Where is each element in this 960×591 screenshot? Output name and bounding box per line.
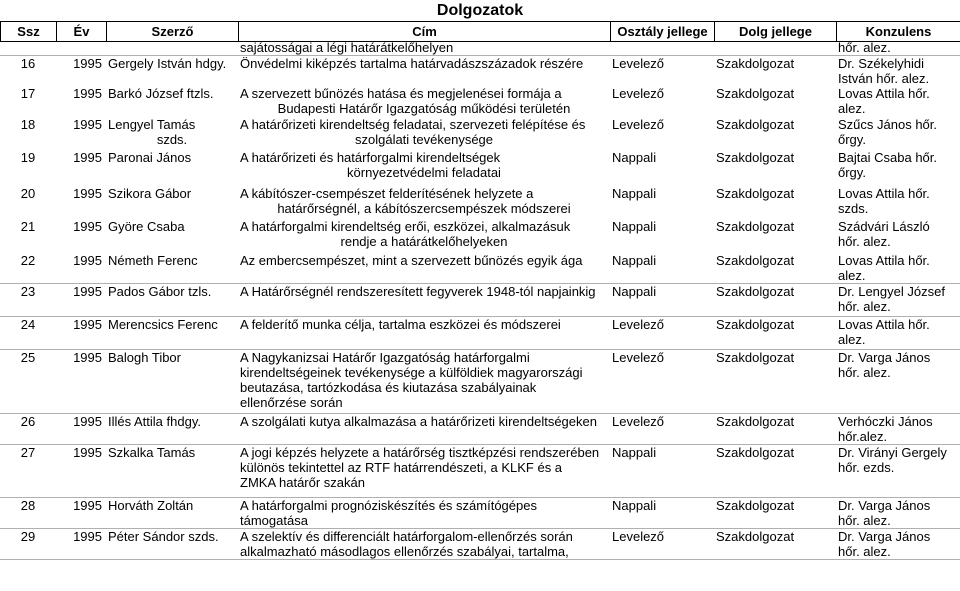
cell-szerzo[interactable] [106, 40, 238, 56]
cell-ev[interactable] [56, 253, 106, 284]
cell-dolg-jellege[interactable] [714, 219, 836, 253]
cell-dolg-jellege-line: Szakdolgozat [716, 86, 795, 101]
cell-szerzo[interactable] [106, 350, 238, 414]
cell-konzulens[interactable] [836, 86, 960, 117]
cell-konzulens-line: hőr. alez. [838, 40, 891, 55]
cell-szerzo[interactable] [106, 219, 238, 253]
cell-dolg-jellege[interactable] [714, 150, 836, 186]
cell-osztaly-jellege-line: Nappali [612, 253, 657, 268]
cell-konzulens-line: hőr. alez. [838, 299, 891, 314]
cell-konzulens-line: hőr.alez. [838, 429, 888, 444]
cell-konzulens[interactable] [836, 40, 960, 56]
cell-dolg-jellege[interactable] [714, 498, 836, 529]
cell-ev-line: 1995 [73, 284, 102, 299]
cell-cim-line: A kábítószer-csempészet felderítésének helyzete a [240, 186, 534, 201]
cell-osztaly-jellege[interactable] [610, 186, 714, 219]
cell-szerzo[interactable] [106, 529, 238, 560]
cell-konzulens[interactable] [836, 498, 960, 529]
cell-ev[interactable] [56, 498, 106, 529]
cell-ev[interactable] [56, 284, 106, 317]
cell-ssz[interactable] [0, 86, 56, 117]
cell-ssz-line: 23 [20, 284, 36, 299]
cell-ssz[interactable] [0, 350, 56, 414]
cell-dolg-jellege-line: Szakdolgozat [716, 350, 795, 365]
cell-osztaly-jellege[interactable] [610, 445, 714, 498]
cell-dolg-jellege-line: Szakdolgozat [716, 317, 795, 332]
cell-ssz-line: 24 [20, 317, 36, 332]
table-row [0, 414, 960, 445]
table-row [0, 253, 960, 284]
cell-ev-line: 1995 [73, 529, 102, 544]
cell-ssz[interactable] [0, 117, 56, 150]
cell-konzulens-line: Lovas Attila hőr. [838, 317, 930, 332]
cell-ssz[interactable] [0, 317, 56, 350]
cell-konzulens-line: hőr. alez. [838, 234, 891, 249]
cell-dolg-jellege-line: Szakdolgozat [716, 414, 795, 429]
table-row [0, 56, 960, 87]
cell-cim-line: Az embercsempészet, mint a szervezett bűnözés egyik ága [240, 253, 583, 268]
cell-ev-line: 1995 [73, 414, 102, 429]
cell-dolg-jellege[interactable] [714, 40, 836, 56]
cell-cim-line: A felderítő munka célja, tartalma eszközei és módszerei [240, 317, 561, 332]
cell-konzulens-line: őrgy. [838, 165, 866, 180]
cell-konzulens[interactable] [836, 117, 960, 150]
cell-cim[interactable] [238, 350, 610, 414]
cell-ev[interactable] [56, 40, 106, 56]
cell-ev-line: 1995 [73, 498, 102, 513]
header-osztaly-jellege[interactable]: Osztály jellege [611, 22, 715, 42]
cell-cim-line: A határőrizeti és határforgalmi kirendeltségek [240, 150, 501, 165]
cell-ssz[interactable] [0, 253, 56, 284]
cell-szerzo[interactable] [106, 498, 238, 529]
cell-szerzo-line: Lengyel Tamás [108, 117, 196, 132]
cell-konzulens[interactable] [836, 445, 960, 498]
cell-cim-line: ZMKA határőr szakán [240, 475, 365, 490]
cell-konzulens[interactable] [836, 219, 960, 253]
cell-konzulens-line: szds. [838, 201, 869, 216]
cell-konzulens-line: hőr. ezds. [838, 460, 895, 475]
cell-ev[interactable] [56, 219, 106, 253]
cell-konzulens-line: őrgy. [838, 132, 866, 147]
header-ssz[interactable]: Ssz [1, 22, 57, 42]
cell-konzulens[interactable] [836, 317, 960, 350]
cell-ssz[interactable] [0, 40, 56, 56]
cell-konzulens-line: alez. [838, 101, 866, 116]
cell-cim-line: alkalmazható másodlagos ellenőrzés szabályai, tartalma, [240, 544, 569, 559]
cell-szerzo[interactable] [106, 317, 238, 350]
cell-ssz[interactable] [0, 284, 56, 317]
cell-osztaly-jellege[interactable] [610, 350, 714, 414]
cell-dolg-jellege[interactable] [714, 117, 836, 150]
cell-cim[interactable] [238, 219, 610, 253]
cell-konzulens-line: Dr. Varga János [838, 529, 931, 544]
table-row [0, 219, 960, 253]
cell-osztaly-jellege-line: Nappali [612, 219, 657, 234]
cell-dolg-jellege-line: Szakdolgozat [716, 186, 795, 201]
cell-ssz-line: 19 [20, 150, 36, 165]
cell-cim-line: A határforgalmi prognóziskészítés és számítógépes [240, 498, 537, 513]
cell-ev-line: 1995 [73, 56, 102, 71]
cell-konzulens[interactable] [836, 253, 960, 284]
cell-konzulens-line: Szádvári László [838, 219, 930, 234]
cell-cim-line: rendje a határátkelőhelyeken [340, 234, 508, 249]
cell-cim[interactable] [238, 40, 610, 56]
header-dolg-jellege[interactable]: Dolg jellege [715, 22, 837, 42]
cell-ev[interactable] [56, 150, 106, 186]
cell-ev[interactable] [56, 86, 106, 117]
table-row [0, 284, 960, 317]
cell-konzulens-line: Dr. Varga János [838, 498, 931, 513]
cell-ev[interactable] [56, 445, 106, 498]
cell-cim-line: sajátosságai a légi határátkelőhelyen [240, 40, 454, 55]
cell-cim-line: szolgálati tevékenysége [354, 132, 494, 147]
cell-ev-line: 1995 [73, 150, 102, 165]
cell-cim-line: különös tekintettel az RTF határrendészeti, a KLKF és a [240, 460, 563, 475]
cell-szerzo[interactable] [106, 150, 238, 186]
cell-osztaly-jellege-line: Levelező [612, 86, 665, 101]
cell-dolg-jellege-line: Szakdolgozat [716, 150, 795, 165]
cell-szerzo-line: Péter Sándor szds. [108, 529, 219, 544]
cell-osztaly-jellege-line: Nappali [612, 284, 657, 299]
cell-cim-line: A jogi képzés helyzete a határőrség tisztképzési rendszerében [240, 445, 600, 460]
cell-dolg-jellege[interactable] [714, 186, 836, 219]
cell-cim-line: A határőrizeti kirendeltség feladatai, szervezeti felépítése és [240, 117, 586, 132]
cell-ssz-line: 26 [20, 414, 36, 429]
cell-konzulens[interactable] [836, 186, 960, 219]
cell-ssz[interactable] [0, 529, 56, 560]
cell-osztaly-jellege[interactable] [610, 498, 714, 529]
cell-cim[interactable] [238, 186, 610, 219]
cell-konzulens-line: Dr. Székelyhidi [838, 56, 924, 71]
cell-osztaly-jellege-line: Levelező [612, 56, 665, 71]
cell-osztaly-jellege-line: Levelező [612, 529, 665, 544]
cell-ev[interactable] [56, 56, 106, 87]
header-szerzo[interactable]: Szerző [107, 22, 239, 42]
cell-osztaly-jellege[interactable] [610, 284, 714, 317]
cell-osztaly-jellege-line: Nappali [612, 150, 657, 165]
table-row [0, 117, 960, 150]
header-konzulens[interactable]: Konzulens [837, 22, 960, 42]
cell-szerzo-line: Györe Csaba [108, 219, 185, 234]
cell-ev-line: 1995 [73, 186, 102, 201]
header-row [0, 21, 960, 42]
cell-cim-line: A határforgalmi kirendeltség erői, eszközei, alkalmazásuk [240, 219, 571, 234]
cell-konzulens-line: hőr. alez. [838, 544, 891, 559]
cell-cim-line: A szelektív és differenciált határforgalom-ellenőrzés során [240, 529, 573, 544]
cell-cim-line: Önvédelmi kiképzés tartalma határvadászszázadok részére [240, 56, 584, 71]
cell-ssz-line: 22 [20, 253, 36, 268]
cell-osztaly-jellege-line: Levelező [612, 317, 665, 332]
cell-cim-line: A Nagykanizsai Határőr Igazgatóság határforgalmi [240, 350, 530, 365]
cell-konzulens-line: Bajtai Csaba hőr. [838, 150, 938, 165]
cell-szerzo-line: Balogh Tibor [108, 350, 181, 365]
cell-dolg-jellege-line: Szakdolgozat [716, 529, 795, 544]
cell-dolg-jellege-line: Szakdolgozat [716, 445, 795, 460]
cell-osztaly-jellege[interactable] [610, 117, 714, 150]
cell-dolg-jellege-line: Szakdolgozat [716, 284, 795, 299]
cell-cim[interactable] [238, 284, 610, 317]
cell-cim[interactable] [238, 56, 610, 87]
cell-ssz-line: 20 [20, 186, 36, 201]
cell-ssz[interactable] [0, 56, 56, 87]
table-row [0, 445, 960, 498]
cell-ev-line: 1995 [73, 117, 102, 132]
cell-szerzo[interactable] [106, 414, 238, 445]
cell-konzulens-line: Dr. Varga János [838, 350, 931, 365]
cell-osztaly-jellege[interactable] [610, 529, 714, 560]
cell-szerzo[interactable] [106, 56, 238, 87]
cell-szerzo-line: Németh Ferenc [108, 253, 198, 268]
cell-osztaly-jellege-line: Nappali [612, 445, 657, 460]
cell-dolg-jellege-line: Szakdolgozat [716, 253, 795, 268]
cell-szerzo-line: Illés Attila fhdgy. [108, 414, 201, 429]
cell-osztaly-jellege-line: Levelező [612, 414, 665, 429]
cell-dolg-jellege[interactable] [714, 284, 836, 317]
cell-szerzo[interactable] [106, 86, 238, 117]
cell-cim[interactable] [238, 498, 610, 529]
cell-cim[interactable] [238, 529, 610, 560]
cell-dolg-jellege-line: Szakdolgozat [716, 498, 795, 513]
cell-ssz-line: 27 [20, 445, 36, 460]
cell-osztaly-jellege-line: Nappali [612, 186, 657, 201]
cell-cim[interactable] [238, 117, 610, 150]
header-cim[interactable]: Cím [239, 22, 611, 42]
cell-szerzo-line: Barkó József ftzls. [108, 86, 214, 101]
cell-ssz[interactable] [0, 498, 56, 529]
cell-dolg-jellege[interactable] [714, 56, 836, 87]
table-row [0, 40, 960, 56]
cell-szerzo[interactable] [106, 117, 238, 150]
cell-ev-line: 1995 [73, 350, 102, 365]
table-row [0, 186, 960, 219]
cell-dolg-jellege-line: Szakdolgozat [716, 117, 795, 132]
cell-ssz[interactable] [0, 186, 56, 219]
cell-ev[interactable] [56, 186, 106, 219]
cell-konzulens-line: Verhóczki János [838, 414, 933, 429]
cell-dolg-jellege-line: Szakdolgozat [716, 219, 795, 234]
cell-szerzo[interactable] [106, 253, 238, 284]
cell-szerzo-line: Pados Gábor tzls. [108, 284, 212, 299]
cell-szerzo[interactable] [106, 445, 238, 498]
cell-konzulens[interactable] [836, 150, 960, 186]
table-row [0, 350, 960, 414]
table-row [0, 86, 960, 117]
cell-konzulens-line: Szűcs János hőr. [838, 117, 937, 132]
cell-osztaly-jellege[interactable] [610, 86, 714, 117]
cell-ssz[interactable] [0, 150, 56, 186]
cell-ssz-line: 17 [20, 86, 36, 101]
cell-ev[interactable] [56, 350, 106, 414]
cell-szerzo-line: Horváth Zoltán [108, 498, 194, 513]
cell-konzulens[interactable] [836, 529, 960, 560]
cell-cim-line: A szolgálati kutya alkalmazása a határőrizeti kirendeltségeken [240, 414, 597, 429]
cell-konzulens[interactable] [836, 414, 960, 445]
cell-szerzo-line: szds. [156, 132, 188, 147]
cell-szerzo[interactable] [106, 284, 238, 317]
cell-dolg-jellege[interactable] [714, 253, 836, 284]
cell-ev[interactable] [56, 529, 106, 560]
cell-konzulens-line: István hőr. alez. [838, 71, 930, 86]
cell-szerzo[interactable] [106, 186, 238, 219]
sheet-title: Dolgozatok [436, 2, 524, 19]
cell-dolg-jellege[interactable] [714, 86, 836, 117]
cell-ssz-line: 18 [20, 117, 36, 132]
cell-dolg-jellege-line: Szakdolgozat [716, 56, 795, 71]
cell-dolg-jellege[interactable] [714, 414, 836, 445]
cell-konzulens[interactable] [836, 56, 960, 87]
cell-ev[interactable] [56, 117, 106, 150]
table-row [0, 498, 960, 529]
cell-cim-line: környezetvédelmi feladatai [347, 165, 501, 180]
cell-ssz-line: 16 [20, 56, 36, 71]
cell-szerzo-line: Gergely István hdgy. [108, 56, 227, 71]
cell-konzulens-line: Lovas Attila hőr. [838, 186, 930, 201]
cell-konzulens-line: hőr. alez. [838, 513, 891, 528]
cell-cim-line: Budapesti Határőr Igazgatóság működési területén [277, 101, 571, 116]
cell-dolg-jellege[interactable] [714, 445, 836, 498]
cell-cim[interactable] [238, 150, 610, 186]
cell-cim-line: A Határőrségnél rendszeresített fegyverek 1948-tól napjainkig [240, 284, 596, 299]
cell-osztaly-jellege[interactable] [610, 40, 714, 56]
cell-osztaly-jellege-line: Levelező [612, 117, 665, 132]
cell-ssz-line: 25 [20, 350, 36, 365]
cell-dolg-jellege[interactable] [714, 317, 836, 350]
cell-cim-line: kirendeltségeinek tevékenysége a külföldiek magyarországi [240, 365, 583, 380]
cell-konzulens-line: alez. [838, 268, 866, 283]
cell-szerzo-line: Paronai János [108, 150, 192, 165]
cell-cim-line: támogatása [240, 513, 308, 528]
cell-konzulens-line: Lovas Attila hőr. [838, 253, 930, 268]
cell-ev[interactable] [56, 414, 106, 445]
cell-ssz-line: 29 [20, 529, 36, 544]
cell-dolg-jellege[interactable] [714, 350, 836, 414]
cell-konzulens-line: hőr. alez. [838, 365, 891, 380]
table-body [0, 40, 960, 560]
cell-cim-line: ellenőrzése során [240, 395, 343, 410]
header-ev[interactable]: Év [57, 22, 107, 42]
cell-konzulens-line: Dr. Lengyel József [838, 284, 945, 299]
cell-cim-line: határőrségnél, a kábítószercsempészek módszerei [277, 201, 571, 216]
data-table [0, 40, 960, 560]
cell-szerzo-line: Szikora Gábor [108, 186, 192, 201]
cell-ev[interactable] [56, 317, 106, 350]
cell-cim[interactable] [238, 86, 610, 117]
cell-cim-line: beutazása, tartózkodása és kiutazása szabályainak [240, 380, 537, 395]
cell-konzulens[interactable] [836, 350, 960, 414]
cell-osztaly-jellege[interactable] [610, 219, 714, 253]
cell-ssz[interactable] [0, 445, 56, 498]
cell-cim[interactable] [238, 445, 610, 498]
cell-cim-line: A szervezett bűnözés hatása és megjelenései formája a [240, 86, 562, 101]
cell-dolg-jellege[interactable] [714, 529, 836, 560]
cell-ssz-line: 28 [20, 498, 36, 513]
cell-ev-line: 1995 [73, 86, 102, 101]
cell-konzulens-line: alez. [838, 332, 866, 347]
cell-osztaly-jellege[interactable] [610, 56, 714, 87]
cell-ev-line: 1995 [73, 445, 102, 460]
cell-osztaly-jellege-line: Nappali [612, 498, 657, 513]
cell-ssz-line: 21 [20, 219, 36, 234]
table-row [0, 529, 960, 560]
cell-ev-line: 1995 [73, 253, 102, 268]
cell-szerzo-line: Szkalka Tamás [108, 445, 196, 460]
cell-osztaly-jellege[interactable] [610, 317, 714, 350]
cell-osztaly-jellege[interactable] [610, 414, 714, 445]
table-row [0, 317, 960, 350]
cell-ev-line: 1995 [73, 219, 102, 234]
cell-ssz[interactable] [0, 414, 56, 445]
cell-konzulens-line: Dr. Virányi Gergely [838, 445, 947, 460]
cell-konzulens[interactable] [836, 284, 960, 317]
cell-ev-line: 1995 [73, 317, 102, 332]
cell-osztaly-jellege[interactable] [610, 150, 714, 186]
cell-osztaly-jellege-line: Levelező [612, 350, 665, 365]
cell-cim[interactable] [238, 414, 610, 445]
cell-cim[interactable] [238, 253, 610, 284]
table-row [0, 150, 960, 186]
cell-osztaly-jellege[interactable] [610, 253, 714, 284]
cell-szerzo-line: Merencsics Ferenc [108, 317, 218, 332]
cell-cim[interactable] [238, 317, 610, 350]
cell-ssz[interactable] [0, 219, 56, 253]
cell-konzulens-line: Lovas Attila hőr. [838, 86, 930, 101]
